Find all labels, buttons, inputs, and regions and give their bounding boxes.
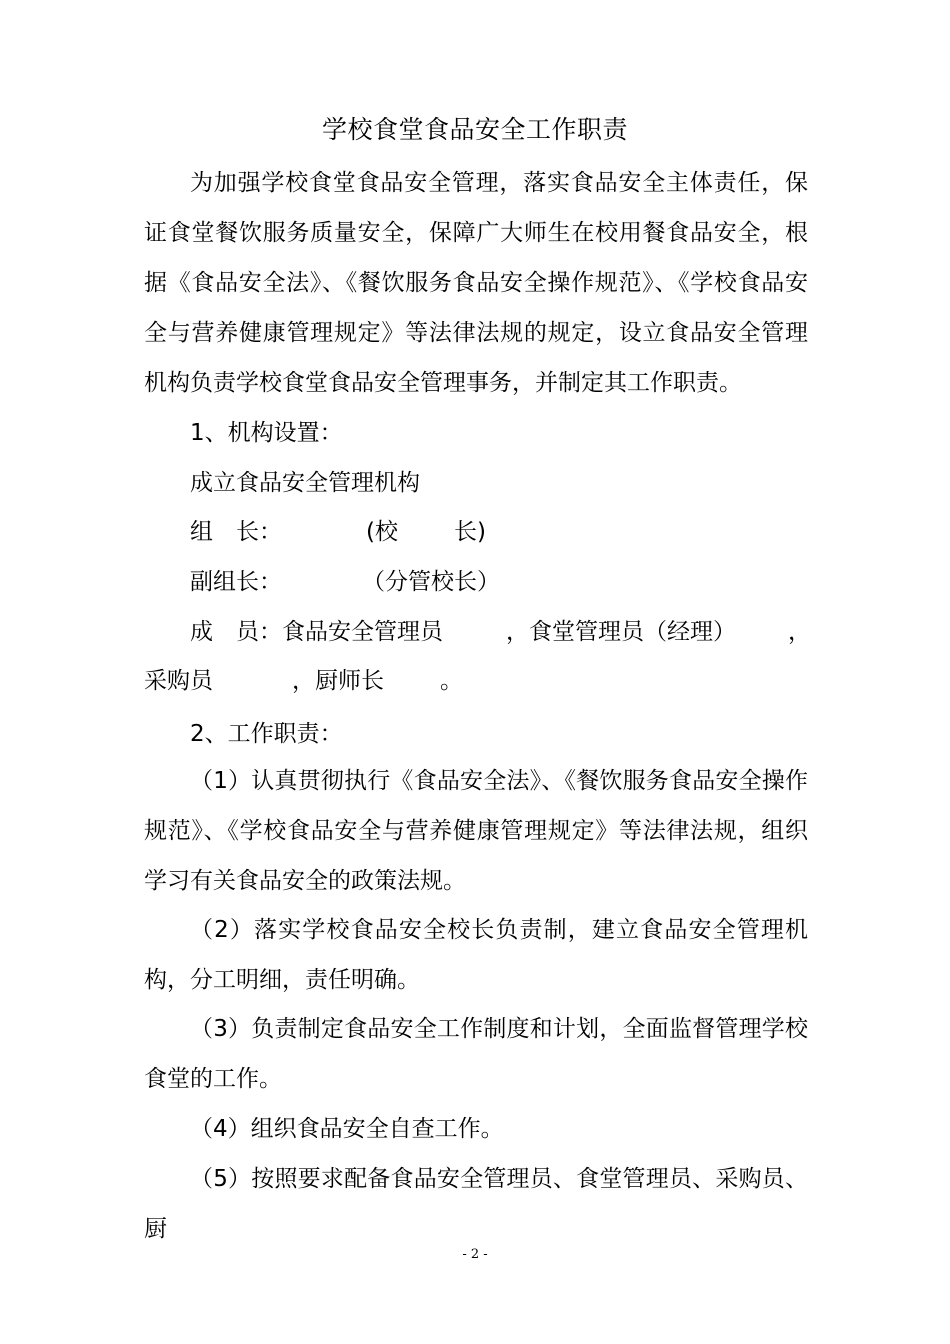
duty-item-1: （1）认真贯彻执行《食品安全法》、《餐饮服务食品安全操作规范》、《学校食品安全与营养健康管理规定》等法律法规，组织学习有关食品安全的政策法规。	[144, 768, 808, 894]
section1-subheading: 成立食品安全管理机构	[190, 470, 420, 496]
leader-label: 组 长：	[190, 519, 282, 545]
duty-item-4: （4）组织食品安全自查工作。	[190, 1116, 504, 1142]
members-comma2: ，	[788, 619, 811, 645]
end-mark: 。	[440, 668, 463, 694]
deputy-role: （分管校长）	[362, 569, 500, 595]
members-comma1: ，食堂管理员（经理）	[506, 619, 736, 645]
chef-label: ，厨师长	[292, 668, 384, 694]
leader-role-open: (校	[366, 519, 398, 545]
section1-heading: 1、机构设置：	[190, 420, 343, 446]
duty-item-2: （2）落实学校食品安全校长负责制，建立食品安全管理机构，分工明细，责任明确。	[144, 917, 808, 993]
buyer-label: 采购员	[144, 668, 213, 694]
document-title: 学校食堂食品安全工作职责	[321, 115, 628, 144]
intro-paragraph: 为加强学校食堂食品安全管理，落实食品安全主体责任，保证食堂餐饮服务质量安全，保障广大师生在校用餐食品安全，根据《食品安全法》、《餐饮服务食品安全操作规范》、《学校食品安全与营养健康管理规定》等法律法规的规定，设立食品安全管理机构负责学校食堂食品安全管理事务，并制定其工作职责。	[144, 170, 808, 396]
leader-role-close: 长)	[454, 519, 486, 545]
deputy-label: 副组长：	[190, 569, 282, 595]
section2-heading: 2、工作职责：	[190, 721, 343, 747]
duty-item-5: （5）按照要求配备食品安全管理员、食堂管理员、采购员、厨	[144, 1166, 808, 1242]
duty-item-3: （3）负责制定食品安全工作制度和计划，全面监督管理学校食堂的工作。	[144, 1016, 808, 1092]
members-label: 成 员：食品安全管理员	[190, 619, 443, 645]
page-number: - 2 -	[462, 1247, 488, 1262]
